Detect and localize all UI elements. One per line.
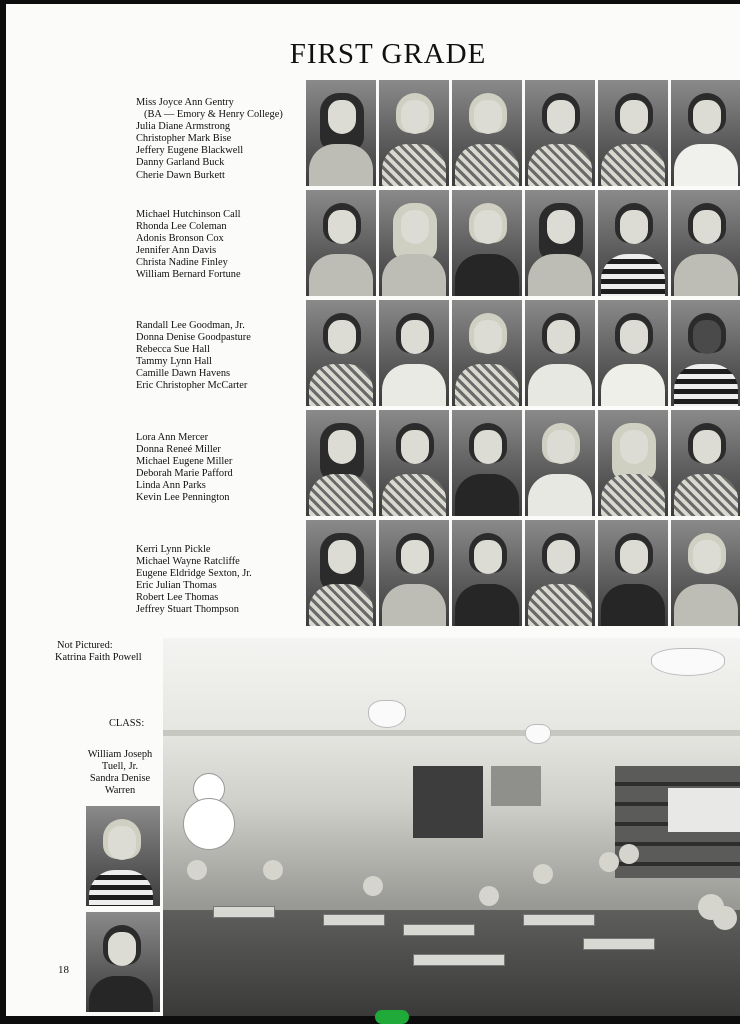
name-line: Camille Dawn Havens: [136, 368, 231, 380]
name-line: Jennifer Ann Davis: [136, 245, 217, 257]
name-line: Donna Reneé Miller: [136, 444, 221, 456]
name-line: (BA — Emory & Henry College): [144, 109, 283, 121]
name-group-3: [136, 320, 311, 393]
name-line: Kevin Lee Pennington: [136, 492, 230, 504]
name-line: Rhonda Lee Coleman: [136, 221, 227, 233]
portrait-photo: [598, 520, 668, 626]
portrait-photo: [306, 520, 376, 626]
school-desk: [523, 914, 595, 926]
class-sponsors-label: CLASS:: [109, 718, 145, 729]
sponsor-name-line: Sandra Denise: [89, 773, 151, 784]
student: [533, 864, 553, 884]
name-line: Christa Nadine Finley: [136, 257, 228, 269]
name-group-5: [136, 544, 311, 617]
portrait-photo: [525, 80, 595, 186]
school-desk: [413, 954, 505, 966]
sponsor-name-line: Warren: [104, 785, 136, 796]
name-line: Cherie Dawn Burkett: [136, 169, 225, 181]
classroom-photo: [163, 638, 740, 1016]
student: [713, 906, 737, 930]
school-desk: [323, 914, 385, 926]
name-line: Miss Joyce Ann Gentry: [136, 97, 234, 108]
portrait-photo: [671, 190, 740, 296]
portrait-photo: [671, 80, 740, 186]
portrait-photo: [452, 80, 522, 186]
not-pictured-label: Not Pictured:: [57, 640, 113, 651]
name-line: Julia Diane Armstrong: [136, 121, 231, 133]
page-title: FIRST GRADE: [289, 38, 487, 70]
name-line: Tammy Lynn Hall: [136, 356, 213, 368]
bulletin-board: [491, 766, 541, 806]
page-tab-marker: [375, 1010, 409, 1024]
name-line: Lora Ann Mercer: [136, 432, 209, 443]
portrait-photo: [452, 410, 522, 516]
portrait-photo: [452, 300, 522, 406]
student: [187, 860, 207, 880]
sponsor-name-line: William Joseph: [87, 749, 153, 760]
name-line: Eugene Eldridge Sexton, Jr.: [136, 568, 252, 580]
school-desk: [403, 924, 475, 936]
name-line: Christopher Mark Bise: [136, 133, 232, 145]
portrait-photo: [598, 300, 668, 406]
portrait-photo: [452, 190, 522, 296]
portrait-photo: [525, 300, 595, 406]
ceiling-lamp: [368, 700, 406, 728]
ceiling-lamp: [651, 648, 725, 676]
not-pictured-name: Katrina Faith Powell: [55, 652, 142, 663]
name-line: Eric Julian Thomas: [136, 580, 217, 592]
yearbook-page: [6, 4, 740, 1016]
sponsor-portrait: [86, 912, 160, 1012]
name-line: Robert Lee Thomas: [136, 592, 219, 604]
name-group-1: [136, 97, 311, 182]
student: [619, 844, 639, 864]
name-line: William Bernard Fortune: [136, 269, 241, 281]
portrait-photo: [598, 410, 668, 516]
portrait-photo: [452, 520, 522, 626]
name-line: Linda Ann Parks: [136, 480, 206, 492]
portrait-photo: [598, 190, 668, 296]
student: [363, 876, 383, 896]
portrait-photo: [598, 80, 668, 186]
chalkboard: [413, 766, 483, 838]
name-line: Kerri Lynn Pickle: [136, 544, 211, 555]
sponsor-portrait: [86, 806, 160, 906]
portrait-photo: [379, 520, 449, 626]
student: [599, 852, 619, 872]
page-number: 18: [58, 964, 69, 976]
portrait-photo: [525, 520, 595, 626]
student: [479, 886, 499, 906]
name-line: Michael Wayne Ratcliffe: [136, 556, 240, 568]
portrait-photo: [306, 190, 376, 296]
name-line: Rebecca Sue Hall: [136, 344, 210, 356]
name-group-2: [136, 209, 311, 282]
portrait-photo: [306, 80, 376, 186]
class-sponsors-names: [78, 749, 162, 797]
name-line: Jeffery Eugene Blackwell: [136, 145, 244, 157]
portrait-photo: [306, 300, 376, 406]
name-line: Eric Christopher McCarter: [136, 380, 248, 392]
snowman-decoration: [183, 798, 235, 850]
portrait-photo: [306, 410, 376, 516]
name-line: Donna Denise Goodpasture: [136, 332, 251, 344]
student: [263, 860, 283, 880]
portrait-photo: [671, 520, 740, 626]
portrait-photo: [671, 410, 740, 516]
portrait-photo: [379, 300, 449, 406]
portrait-photo: [671, 300, 740, 406]
portrait-photo: [379, 190, 449, 296]
sponsor-name-line: Tuell, Jr.: [101, 761, 139, 772]
window: [668, 788, 740, 832]
school-desk: [583, 938, 655, 950]
not-pictured-note: [55, 640, 142, 664]
portrait-photo: [379, 410, 449, 516]
name-line: Michael Eugene Miller: [136, 456, 233, 468]
portrait-photo: [525, 410, 595, 516]
ceiling-lamp: [525, 724, 551, 744]
school-desk: [213, 906, 275, 918]
name-line: Michael Hutchinson Call: [136, 209, 241, 220]
portrait-photo: [525, 190, 595, 296]
portrait-photo: [379, 80, 449, 186]
name-line: Danny Garland Buck: [136, 157, 225, 169]
name-line: Randall Lee Goodman, Jr.: [136, 320, 245, 331]
name-line: Deborah Marie Pafford: [136, 468, 233, 480]
name-line: Adonis Bronson Cox: [136, 233, 224, 245]
name-group-4: [136, 432, 311, 505]
name-line: Jeffrey Stuart Thompson: [136, 604, 239, 616]
